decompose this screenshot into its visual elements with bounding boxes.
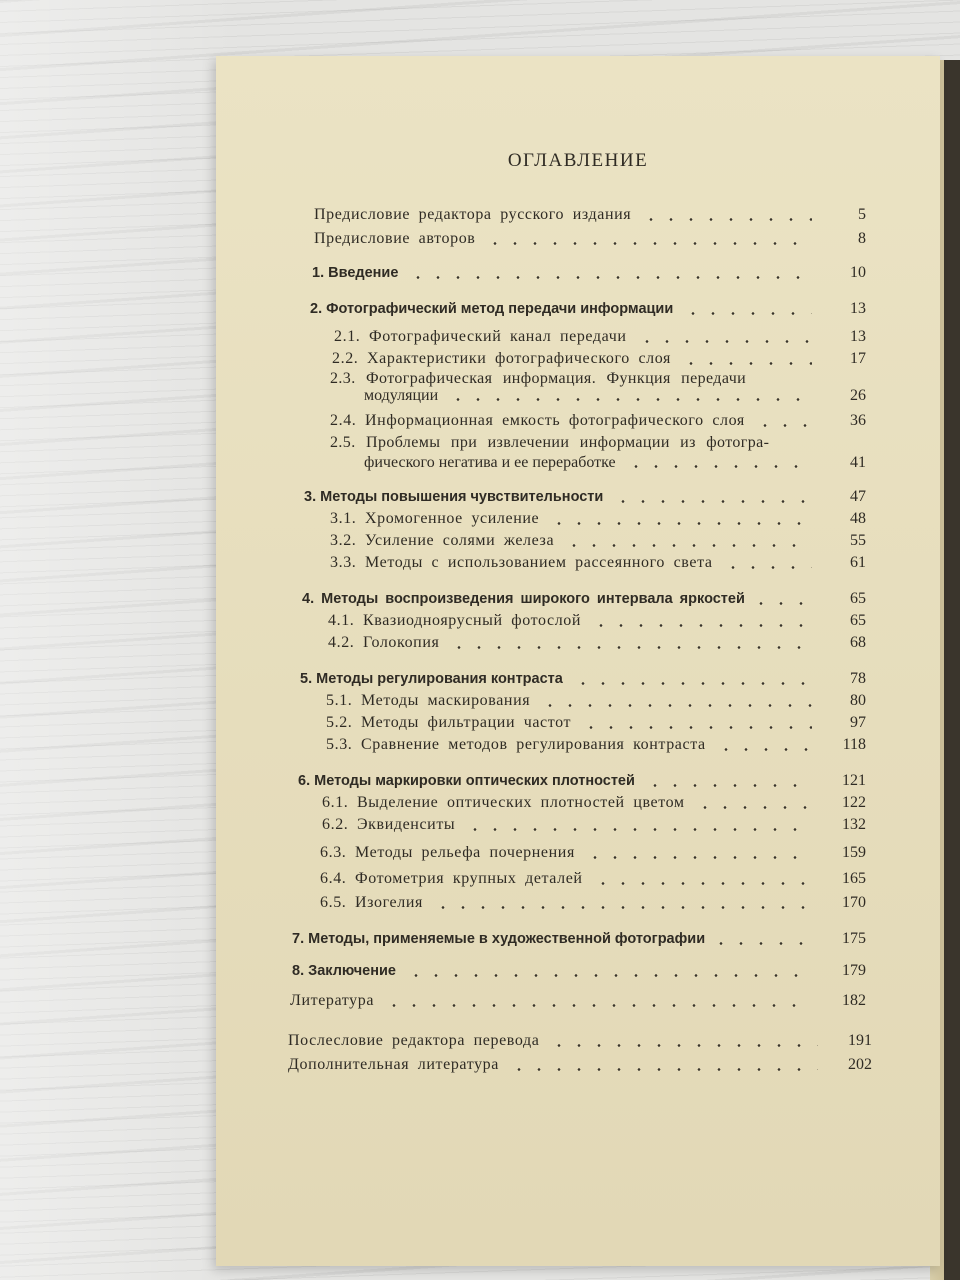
leader-dots	[613, 500, 812, 503]
toc-entry	[330, 412, 866, 430]
toc-entry-label: Предисловие авторов	[314, 230, 476, 247]
toc-entry	[326, 736, 866, 754]
toc-entry-label: 2.2. Характеристики фотографического слоя	[332, 350, 672, 367]
toc-chapter	[292, 930, 866, 948]
toc-entry	[330, 370, 866, 404]
leader-dots	[465, 828, 812, 831]
toc-entry-label-cont: модуляции	[364, 387, 439, 404]
toc-chapter	[302, 590, 866, 608]
leader-dots	[683, 312, 812, 315]
toc-entry-label: 8. Заключение	[292, 963, 396, 979]
toc-entry-page: 26	[850, 387, 866, 404]
toc-entry-page: 159	[842, 844, 866, 861]
book-page	[216, 56, 940, 1266]
leader-dots	[593, 882, 812, 885]
toc-entry-label: 7. Методы, применяемые в художественной фотографии	[292, 931, 706, 947]
toc-entry	[328, 634, 866, 652]
leader-dots	[448, 398, 812, 401]
toc-entry-page: 78	[850, 670, 866, 687]
toc-entry-page: 170	[842, 894, 866, 911]
toc-entry-label: 2.5. Проблемы при извлечении информации из фотогра-	[330, 434, 770, 451]
toc-chapter	[312, 264, 866, 282]
toc-entry-page: 121	[842, 772, 866, 789]
toc-entry-page: 41	[850, 454, 866, 471]
leader-dots	[384, 1004, 812, 1007]
toc-entry	[322, 816, 866, 834]
toc-entry-label: Послесловие редактора перевода	[288, 1032, 540, 1049]
toc-entry	[322, 794, 866, 812]
toc-entry	[330, 434, 866, 471]
toc-entry-page: 165	[842, 870, 866, 887]
toc-title: ОГЛАВЛЕНИЕ	[507, 150, 649, 171]
leader-dots	[626, 465, 812, 468]
toc-entry-label: 3.1. Хромогенное усиление	[330, 510, 540, 527]
toc-entry-page: 175	[842, 930, 866, 947]
toc-entry-label: 6.2. Эквиденситы	[322, 816, 456, 833]
toc-entry	[290, 992, 866, 1010]
leader-dots	[591, 624, 812, 627]
toc-entry-label: Литература	[290, 992, 375, 1009]
toc-entry-label: 6.4. Фотометрия крупных деталей	[320, 870, 583, 887]
toc-entry	[314, 230, 866, 248]
toc-entry	[330, 510, 866, 528]
leader-dots	[509, 1068, 818, 1071]
leader-dots	[549, 1044, 818, 1047]
toc-chapter	[298, 772, 866, 790]
toc-entry-page: 17	[850, 350, 866, 367]
toc-chapter	[310, 300, 866, 318]
toc-chapter	[292, 962, 866, 980]
leader-dots	[695, 806, 812, 809]
toc-entry-page: 191	[848, 1032, 872, 1049]
toc-entry-page: 68	[850, 634, 866, 651]
toc-entry	[334, 328, 866, 346]
toc-entry-page: 8	[858, 230, 866, 247]
leader-dots	[581, 726, 812, 729]
toc-entry-label-cont: фического негатива и ее переработке	[364, 454, 616, 471]
toc-entry-label: 2. Фотографический метод передачи информации	[310, 301, 674, 317]
book-cover-edge	[944, 60, 960, 1280]
toc-entry-page: 65	[850, 612, 866, 629]
toc-entry	[314, 206, 866, 224]
toc-entry	[330, 532, 866, 550]
leader-dots	[711, 942, 816, 945]
toc-entry-label: 4.1. Квазиодноярусный фотослой	[328, 612, 582, 629]
leader-dots	[751, 602, 816, 605]
toc-entry-label: 3.2. Усиление солями железа	[330, 532, 555, 549]
toc-entry-line	[330, 454, 866, 471]
wooden-background	[0, 0, 240, 1280]
toc-entry-page: 13	[850, 328, 866, 345]
toc-entry-page: 122	[842, 794, 866, 811]
toc-entry-page: 80	[850, 692, 866, 709]
toc-entry-page: 13	[850, 300, 866, 317]
toc-entry-label: 5.1. Методы маскирования	[326, 692, 531, 709]
leader-dots	[406, 974, 812, 977]
leader-dots	[433, 906, 812, 909]
toc-entry-label: 4.2. Голокопия	[328, 634, 440, 651]
toc-entry	[326, 714, 866, 732]
toc-entry-label: 3.3. Методы с использованием рассеянного света	[330, 554, 713, 571]
toc-entry-label: 6.5. Изогелия	[320, 894, 423, 911]
toc-entry-page: 182	[842, 992, 866, 1009]
toc-entry-page: 97	[850, 714, 866, 731]
toc-entry	[330, 554, 866, 572]
toc-entry	[320, 870, 866, 888]
toc-entry-label: Предисловие редактора русского издания	[314, 206, 632, 223]
toc-entry	[332, 350, 866, 368]
toc-entry-page: 48	[850, 510, 866, 527]
toc-entry-page: 10	[850, 264, 866, 281]
leader-dots	[716, 748, 812, 751]
toc-entry-page: 36	[850, 412, 866, 429]
toc-entry-label: 3. Методы повышения чувствительности	[304, 489, 604, 505]
leader-dots	[641, 218, 812, 221]
leader-dots	[449, 646, 812, 649]
toc-entry-page: 5	[858, 206, 866, 223]
toc-entry-label: 1. Введение	[312, 265, 399, 281]
toc-entry-label: 5. Методы регулирования контраста	[300, 671, 563, 687]
toc-chapter	[304, 488, 866, 506]
toc-chapter	[300, 670, 866, 688]
toc-entry-page: 179	[842, 962, 866, 979]
toc-entry	[288, 1056, 872, 1074]
toc-entry-page: 132	[842, 816, 866, 833]
toc-entry-page: 202	[848, 1056, 872, 1073]
leader-dots	[755, 424, 812, 427]
leader-dots	[723, 566, 812, 569]
leader-dots	[573, 682, 812, 685]
table-of-contents	[216, 56, 940, 1266]
leader-dots	[645, 784, 812, 787]
toc-entry	[288, 1032, 872, 1050]
leader-dots	[585, 856, 812, 859]
toc-entry	[320, 894, 866, 912]
leader-dots	[564, 544, 812, 547]
toc-entry-page: 118	[842, 736, 866, 753]
leader-dots	[681, 362, 812, 365]
toc-entry	[326, 692, 866, 710]
toc-entry-label: 6.3. Методы рельефа почернения	[320, 844, 575, 861]
toc-entry-label: 2.1. Фотографический канал передачи	[334, 328, 627, 345]
leader-dots	[637, 340, 812, 343]
toc-entry-label: 6.1. Выделение оптических плотностей цветом	[322, 794, 685, 811]
toc-entry-line	[330, 387, 866, 404]
toc-entry-page: 55	[850, 532, 866, 549]
leader-dots	[408, 276, 812, 279]
toc-entry-label: 5.3. Сравнение методов регулирования контраста	[326, 736, 706, 753]
toc-entry-page: 47	[850, 488, 866, 505]
toc-entry-page: 61	[850, 554, 866, 571]
leader-dots	[540, 704, 812, 707]
toc-entry	[320, 844, 866, 862]
leader-dots	[549, 522, 812, 525]
leader-dots	[485, 242, 812, 245]
toc-entry-label: 2.4. Информационная емкость фотографического слоя	[330, 412, 745, 429]
toc-entry-label: 5.2. Методы фильтрации частот	[326, 714, 572, 731]
toc-entry-label: 4. Методы воспроизведения широкого интервала яркостей	[302, 591, 745, 607]
toc-entry	[328, 612, 866, 630]
toc-entry-page: 65	[850, 590, 866, 607]
toc-entry-label: 2.3. Фотографическая информация. Функция передачи	[330, 370, 747, 387]
toc-entry-label: 6. Методы маркировки оптических плотностей	[298, 773, 635, 789]
toc-entry-label: Дополнительная литература	[288, 1056, 499, 1073]
